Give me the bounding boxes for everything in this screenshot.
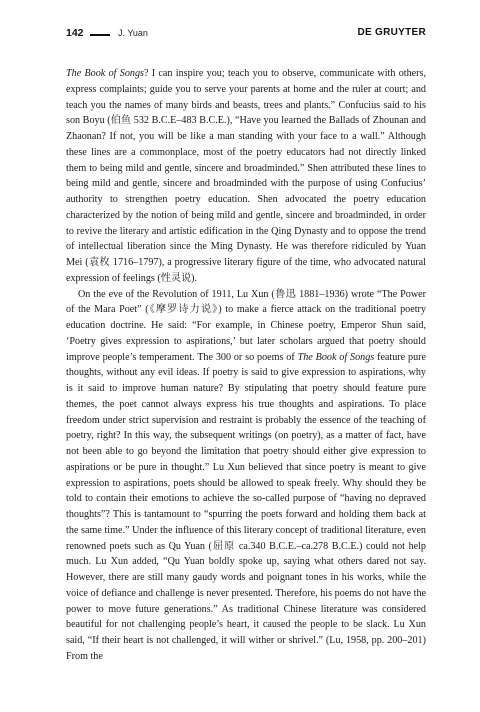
body-text	[66, 66, 426, 665]
book-title-italic: The Book of Songs	[297, 351, 375, 363]
paragraph-2	[66, 287, 426, 665]
paragraph-text: ? I can inspire you; teach you to observe, communicate with others, express complaints; guide you to serve your parents at home and the ruler at court; and teach you the names of many birds and beasts, trees and plants.” Confucius said to his son Boyu (伯鱼 532 B.C.E–483 B.C.E.), “Have you learned the Ballads of Zhounan and Zhaonan? If not, you will be like a man standing with your face to a wall.” Although these lines are a commonplace, most of the poetry educators had not directly linked them to being mild and gentle, sincere and broadminded.” Shen attributed these lines to being mild and gentle, sincere and broadminded with the purpose of using Confucius’ authority to strengthen poetry education. Shen advocated the poetry education characterized by the notion of being mild and gentle, sincere and broadminded, in order to revive the literary and artistic edification in the Qing Dynasty and to oppose the trend of intellectual liberation since the Ming Dynasty. He was therefore ridiculed by Yuan Mei (袁枚 1716–1797), a progressive literary figure of the time, who advocated natural expression of feelings (性灵说).	[66, 68, 427, 284]
paragraph-text: On the eve of the Revolution of 1911, Lu Xun (鲁迅 1881–1936) wrote “The Power of the Mara Poet” (《摩罗诗力说》) to make a fierce attack on the traditional poetry education doctrine. He said: “For example, in Chinese poetry, Emperor Shun said, ‘Poetry gives expression to aspirations,’ but later scholars argued that poetry should improve people’s temperament. The 300 or so poems of	[66, 288, 426, 363]
book-title-italic: The Book of Songs	[66, 68, 144, 79]
paragraph-text: feature pure thoughts, without any evil ideas. If poetry is said to give expression to aspirations, why is it said to improve human nature? By stipulating that poetry should feature pure themes, the poet cannot always express his true thoughts and aspirations. To place freedom under strict supervision and restraint is probably the essence of the teaching of poetry, right? In this way, the subsequent writings (on poetry), as a matter of fact, have not been able to go beyond the limitation that poetry should either give expression to aspirations or be pure in thought.” Lu Xun believed that since poetry is meant to give expression to aspirations, poets should be allowed to speak freely. Why should they be told to contain their emotions to achieve the so-called purpose of “having no depraved thoughts”? This is tantamount to “spurring the poets forward and holding them back at the same time.” Under the influence of this literary concept of traditional literature, even renowned poets such as Qu Yuan (屈原 ca.340 B.C.E.–ca.278 B.C.E.) could not help much. Lu Xun added, “Qu Yuan boldly spoke up, saying what others dared not say. However, there are still many gaudy words and poignant tones in his works, while the voice of defiance and challenge is never presented. Therefore, his poems do not have the power to move future generations.” As traditional Chinese literature was considered beautiful for not challenging people’s heart, it caused the people to be slack. Lu Xun said, “If their heart is not challenged, it will wither or shrivel.” (Lu, 1958, pp. 200–201) From the	[66, 351, 427, 662]
paragraph-1	[66, 66, 426, 287]
publisher-name: DE GRUYTER	[357, 27, 426, 38]
header-rule	[90, 34, 110, 36]
page-number: 142	[66, 27, 84, 39]
running-author: J. Yuan	[118, 28, 148, 38]
running-header	[66, 27, 426, 41]
